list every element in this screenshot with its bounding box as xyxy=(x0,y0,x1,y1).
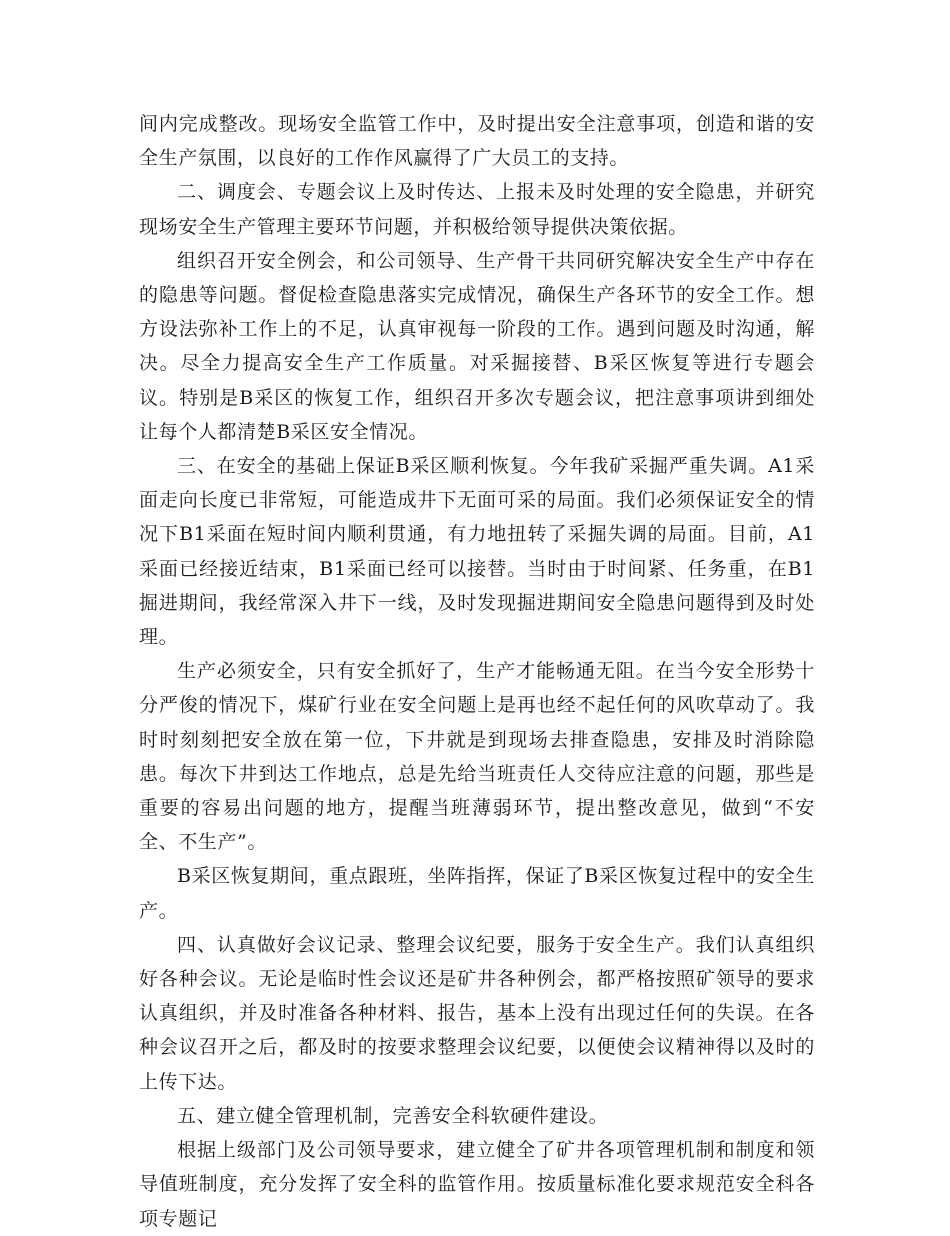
paragraph-5: 生产必须安全，只有安全抓好了，生产才能畅通无阻。在当今安全形势十分严俊的情况下，煤矿行业在安全问题上是再也经不起任何的风吹草动了。我时时刻刻把安全放在第一位，下井就是到现场去排查隐患，安排及时消除隐患。每次下井到达工作地点，总是先给当班责任人交待应注意的问题，那些是重要的容易出问题的地方，提醒当班薄弱环节，提出整改意见，做到“不安全、不生产”。 xyxy=(139,660,815,854)
paragraph-1: 间内完成整改。现场安全监管工作中，及时提出安全注意事项，创造和谐的安全生产氛围，以良好的工作作风赢得了广大员工的支持。 xyxy=(139,113,815,170)
paragraph-2: 二、调度会、专题会议上及时传达、上报未及时处理的安全隐患，并研究现场安全生产管理主要环节问题，并积极给领导提供决策依据。 xyxy=(139,181,815,238)
paragraph-9: 根据上级部门及公司领导要求，建立健全了矿井各项管理机制和制度和领导值班制度，充分发挥了安全科的监管作用。按质量标准化要求规范安全科各项专题记 xyxy=(139,1139,815,1230)
paragraph-4: 三、在安全的基础上保证B采区顺利恢复。今年我矿采掘严重失调。A1采面走向长度已非常短，可能造成井下无面可采的局面。我们必须保证安全的情况下B1采面在短时间内顺利贯通，有力地扭转了采掘失调的局面。目前，A1采面已经接近结束，B1采面已经可以接替。当时由于时间紧、任务重，在B1掘进期间，我经常深入井下一线，及时发现掘进期间安全隐患问题得到及时处理。 xyxy=(139,455,815,649)
document-body xyxy=(139,107,815,1236)
paragraph-3: 组织召开安全例会，和公司领导、生产骨干共同研究解决安全生产中存在的隐患等问题。督促检查隐患落实完成情况，确保生产各环节的安全工作。想方设法弥补工作上的不足，认真审视每一阶段的工作。遇到问题及时沟通，解决。尽全力提高安全生产工作质量。对采掘接替、B采区恢复等进行专题会议。特别是B采区的恢复工作，组织召开多次专题会议，把注意事项讲到细处让每个人都清楚B采区安全情况。 xyxy=(139,249,815,443)
paragraph-7: 四、认真做好会议记录、整理会议纪要，服务于安全生产。我们认真组织好各种会议。无论是临时性会议还是矿井各种例会，都严格按照矿领导的要求认真组织，并及时准备各种材料、报告，基本上没有出现过任何的失误。在各种会议召开之后，都及时的按要求整理会议纪要，以便使会议精神得以及时的上传下达。 xyxy=(139,933,815,1093)
paragraph-8: 五、建立健全管理机制，完善安全科软硬件建设。 xyxy=(177,1104,609,1127)
paragraph-6: B采区恢复期间，重点跟班，坐阵指挥，保证了B采区恢复过程中的安全生产。 xyxy=(139,865,815,922)
